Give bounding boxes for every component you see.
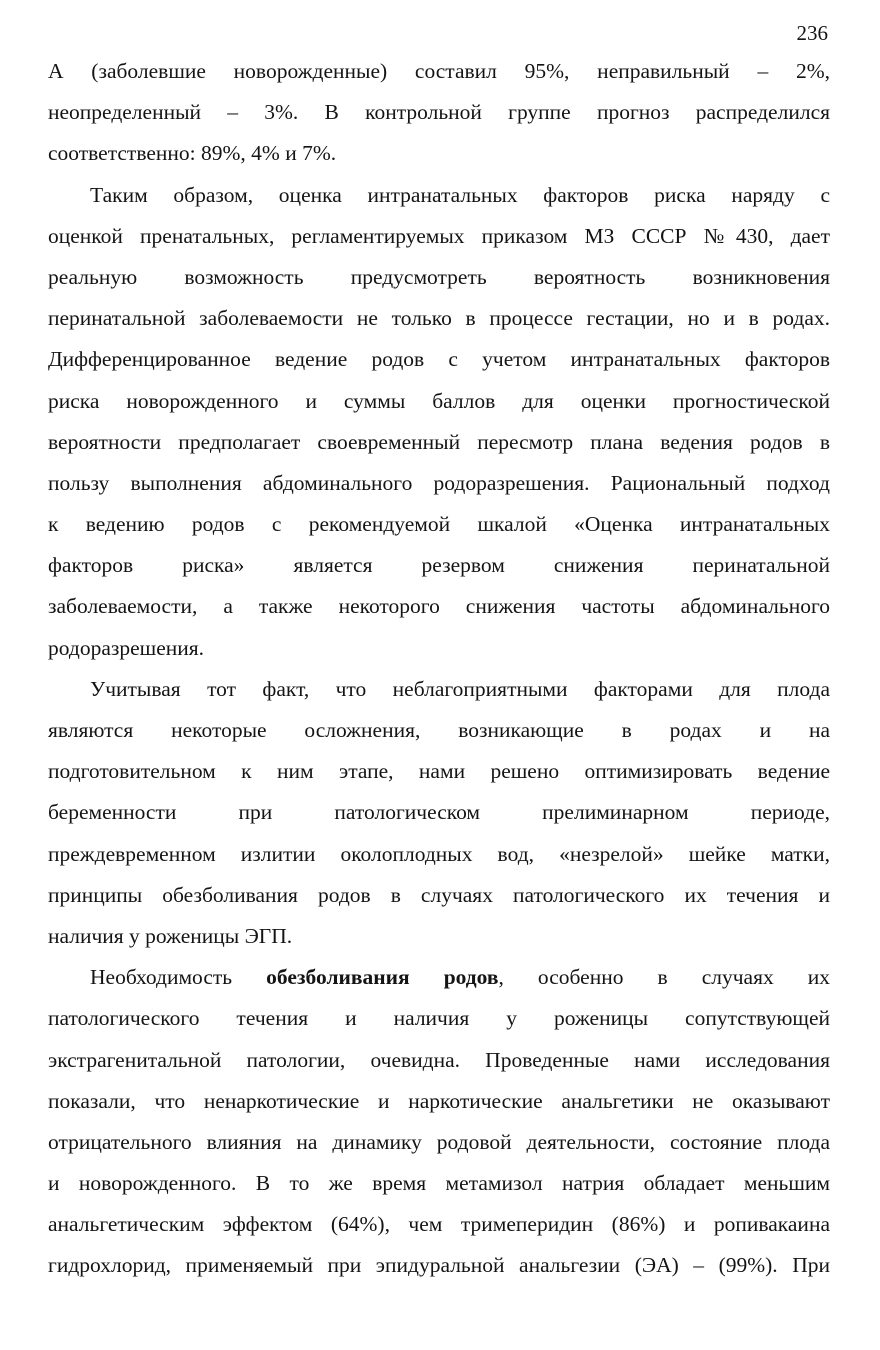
text-line: отрицательного влияния на динамику родовой деятельности, состояние плода bbox=[48, 1129, 830, 1154]
text-line: беременности при патологическом прелиминарном периоде, bbox=[48, 800, 830, 825]
body-text bbox=[48, 51, 830, 1287]
text-line: соответственно: 89%, 4% и 7%. bbox=[48, 141, 337, 166]
text-line: Дифференцированное ведение родов с учетом интранатальных факторов bbox=[48, 347, 830, 372]
text-line: наличия у роженицы ЭГП. bbox=[48, 923, 293, 948]
text-line: Учитывая тот факт, что неблагоприятными факторами для плода bbox=[90, 676, 830, 701]
text-line: заболеваемости, а также некоторого снижения частоты абдоминального bbox=[48, 594, 830, 619]
text-line: принципы обезболивания родов в случаях патологического их течения и bbox=[48, 882, 830, 907]
text-run: , особенно в случаях их bbox=[498, 965, 830, 990]
text-line: перинатальной заболеваемости не только в процессе гестации, но и в родах. bbox=[48, 306, 830, 331]
text-line: к ведению родов с рекомендуемой шкалой «Оценка интранатальных bbox=[48, 512, 830, 537]
text-line: А (заболевшие новорожденные) составил 95%, неправильный – 2%, bbox=[48, 59, 830, 83]
text-line bbox=[48, 957, 830, 998]
text-line: являются некоторые осложнения, возникающие в родах и на bbox=[48, 718, 830, 742]
text-line: реальную возможность предусмотреть вероятность возникновения bbox=[48, 264, 830, 289]
text-line: родоразрешения. bbox=[48, 635, 205, 660]
text-line: и новорожденного. В то же время метамизол натрия обладает меньшим bbox=[48, 1171, 830, 1196]
text-line: экстрагенитальной патологии, очевидна. Проведенные нами исследования bbox=[48, 1047, 830, 1072]
text-line: преждевременном излитии околоплодных вод, «незрелой» шейке матки, bbox=[48, 841, 830, 866]
text-line: пользу выполнения абдоминального родоразрешения. Рациональный подход bbox=[48, 470, 830, 495]
bold-text-run: обезболивания родов bbox=[266, 965, 499, 990]
text-line: оценкой пренатальных, регламентируемых приказом МЗ СССР №430, дает bbox=[48, 223, 830, 248]
text-line: вероятности предполагает своевременный пересмотр плана ведения родов в bbox=[48, 429, 830, 454]
text-line: Таким образом, оценка интранатальных факторов риска наряду с bbox=[90, 182, 830, 207]
text-line: показали, что ненаркотические и наркотические анальгетики не оказывают bbox=[48, 1088, 830, 1113]
text-run: Необходимость bbox=[90, 965, 267, 990]
text-line: риска новорожденного и суммы баллов для оценки прогностической bbox=[48, 388, 830, 413]
text-line: анальгетическим эффектом (64%), чем тримеперидин (86%) и ропивакаина bbox=[48, 1212, 830, 1237]
text-line: неопределенный – 3%. В контрольной группе прогноз распределился bbox=[48, 100, 830, 125]
text-line: патологического течения и наличия у роженицы сопутствующей bbox=[48, 1006, 830, 1031]
text-line: гидрохлорид, применяемый при эпидуральной анальгезии (ЭА) – (99%). При bbox=[48, 1253, 830, 1278]
page-number: 236 bbox=[796, 21, 828, 45]
text-line: подготовительном к ним этапе, нами решено оптимизировать ведение bbox=[48, 759, 830, 784]
text-line: факторов риска» является резервом снижения перинатальной bbox=[48, 553, 830, 578]
